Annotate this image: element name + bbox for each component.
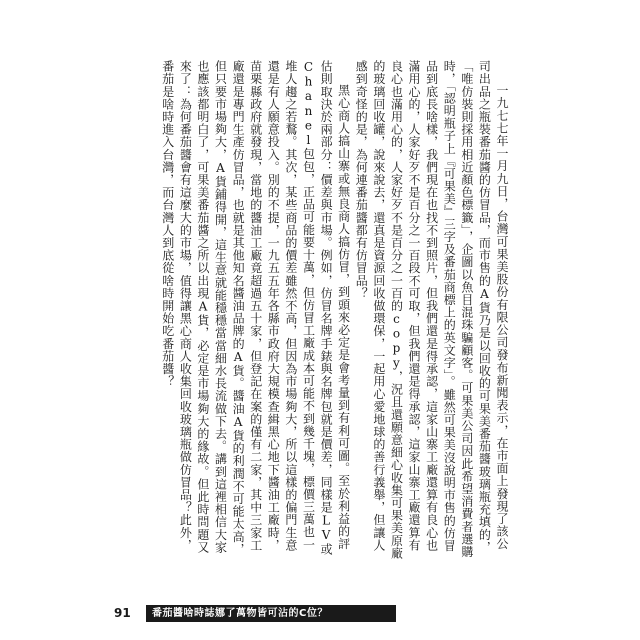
paragraph-2: 黑心商人搞山寨或無良商人搞仿冒，到頭來必定是會考量到有利可圖。至於利益的評估則取決於兩部分：價差與市場。例如，仿冒名牌手錶與名牌包就是價差，同樣是LV或Chanel包包，正品可能要十萬，但仿冒工廠成本可能不到幾千塊，標價三萬也一堆人趨之若鶩。其次，某些商品的價差雖然不高，但因為市場夠大，所以這樣的偏門生意還是有人願意投入。別的不提，一九五五年各縣市政府大規模查緝黑心地下醬油工廠時，苗栗縣政府就發現，當地的醬油工廠竟超過五十家，但登記在案的僅有二家，其中三家工廠還是專門生產仿冒品，也就是其他知名醬油品牌的A貨。醬油A貨的利潤不可能太高，但只要市場夠大，A貨鋪得開，這生意就能穩穩當當細水長流做下去。講到這裡相信大家也應該都明白了，可果美番茄醬之所以出現A貨，必定是市場夠大的緣故。但此時問題又來了：為何番茄醬會有這麼大的市場，值得讓黑心商人收集回收玻璃瓶做仿冒品？此外，番茄是啥時進入台灣，而台灣人到底從啥時開始吃番茄醬？ — [160, 60, 351, 556]
paragraph-1: 一九七七年一月九日，台灣可果美股份有限公司發布新聞表示，在市面上發現了該公司出品之瓶裝番茄醬的仿冒品，而市售的A貨乃是以回收的可果美番茄醬玻璃瓶充填的，「唯仿裝則採用相近顏色標籤」，企圖以魚目混珠騙顧客。可果美公司因此希望消費者選購時，「認明瓶子上『可果美』三字及番茄商標上的英文字」。雖然可果美沒說明市售的仿冒品到底長啥樣，我們現在也找不到照片，但我們還是得承認，這家山寨工廠還算有良心也滿用心的，人家好歹不是百分之一百段不可取，但我們還是得承認，這家山寨工廠還算有良心也滿用心的，人家好歹不是百分之一百的copy，況且還願意細心收集可果美原廠的玻璃回收罐，說來說去，還真是資源回收做環保，一起用心愛地球的善行義舉，但讓人感到奇怪的是，為何連番茄醬都有仿冒品？ — [354, 60, 509, 560]
running-title: 番茄醬啥時誌娜了萬物皆可沾的C位？ — [146, 605, 396, 622]
body-text — [150, 60, 510, 560]
page-number: 91 — [114, 606, 131, 620]
